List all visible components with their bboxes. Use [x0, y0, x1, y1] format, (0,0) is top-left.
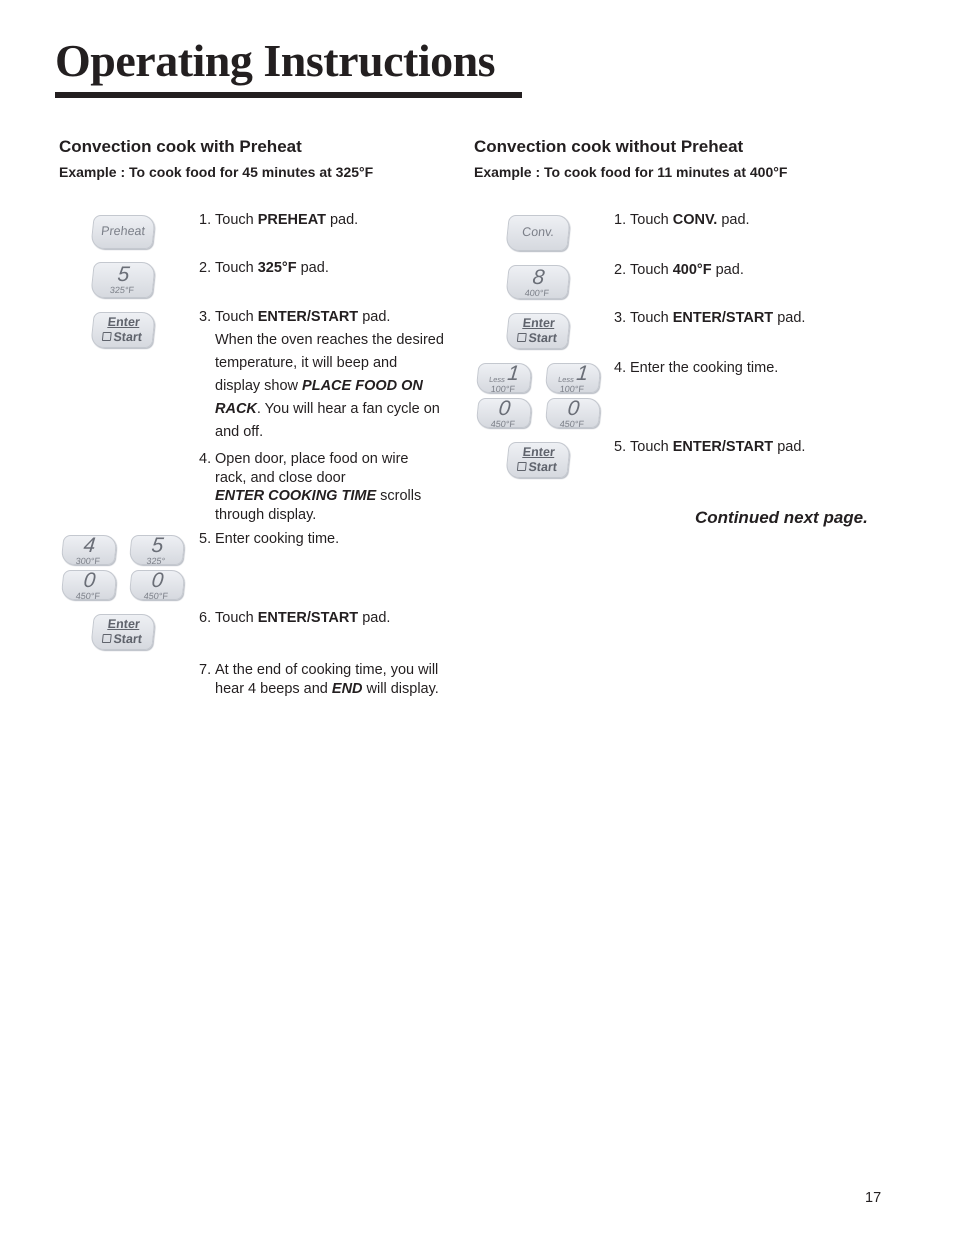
right-heading: Convection cook without Preheat — [474, 137, 744, 156]
pad-digit: 0 — [566, 397, 581, 420]
conv-pad[interactable] — [505, 215, 571, 251]
digit-0-pad[interactable] — [544, 398, 601, 428]
right-step-5: 5. Touch ENTER/START pad. — [614, 439, 806, 455]
pad-sub: 400°F — [524, 288, 550, 298]
less-label: Less — [557, 375, 575, 384]
digit-0-pad[interactable] — [128, 570, 185, 600]
left-step-7: 7. At the end of cooking time, you will hear 4 beeps and END will display. — [199, 662, 439, 697]
left-step-5: 5. Enter cooking time. — [199, 531, 340, 547]
temp-325-pad[interactable] — [90, 262, 156, 298]
lock-icon — [102, 332, 112, 341]
left-example: Example : To cook food for 45 minutes at 325°F — [59, 164, 374, 180]
pad-sub: 100°F — [559, 384, 585, 394]
digit-4-pad[interactable] — [60, 535, 117, 565]
pad-sub: 100°F — [490, 384, 516, 394]
enter-label: Enter — [522, 445, 556, 459]
conv-pad-label: Conv. — [521, 225, 555, 239]
pad-digit: 0 — [150, 569, 165, 592]
enter-start-pad[interactable] — [505, 442, 571, 478]
preheat-pad-label: Preheat — [100, 224, 146, 238]
pad-digit: 5 — [116, 263, 131, 286]
enter-label: Enter — [107, 315, 141, 329]
page-title: Operating Instructions — [55, 35, 496, 86]
pad-digit: 5 — [150, 534, 165, 557]
right-step-1: 1. Touch CONV. pad. — [614, 212, 750, 228]
lock-icon — [517, 462, 527, 471]
start-label: Start — [527, 460, 558, 474]
digit-5-pad[interactable] — [128, 535, 185, 565]
digit-0-pad[interactable] — [60, 570, 117, 600]
pad-digit: 1 — [506, 362, 521, 385]
enter-start-pad[interactable] — [505, 313, 571, 349]
start-label: Start — [527, 331, 558, 345]
pad-sub: 325° — [146, 556, 166, 566]
page-number: 17 — [865, 1190, 882, 1206]
start-label: Start — [112, 632, 143, 646]
digit-0-pad[interactable] — [475, 398, 532, 428]
pad-sub: 450°F — [559, 419, 585, 429]
right-example: Example : To cook food for 11 minutes at 400°F — [474, 164, 788, 180]
enter-label: Enter — [107, 617, 141, 631]
left-step-2: 2. Touch 325°F pad. — [199, 260, 329, 276]
lock-icon — [102, 634, 112, 643]
right-step-2: 2. Touch 400°F pad. — [614, 262, 744, 278]
left-step-4: 4. Open door, place food on wire rack, and close door ENTER COOKING TIME scrolls through display. — [199, 451, 422, 523]
left-heading: Convection cook with Preheat — [59, 137, 302, 156]
enter-label: Enter — [522, 316, 556, 330]
temp-400-pad[interactable] — [505, 265, 571, 299]
right-step-4: 4. Enter the cooking time. — [614, 360, 779, 376]
right-step-3: 3. Touch ENTER/START pad. — [614, 310, 806, 326]
enter-start-pad[interactable] — [90, 614, 156, 650]
pad-sub: 450°F — [490, 419, 516, 429]
pad-digit: 1 — [575, 362, 590, 385]
digit-1-pad[interactable] — [475, 363, 532, 393]
lock-icon — [517, 333, 527, 342]
start-label: Start — [112, 330, 143, 344]
enter-start-pad[interactable] — [90, 312, 156, 348]
pad-sub: 325°F — [109, 285, 135, 295]
less-label: Less — [488, 375, 506, 384]
digit-1-pad[interactable] — [544, 363, 601, 393]
pad-sub: 450°F — [143, 591, 169, 601]
pad-digit: 4 — [82, 534, 97, 557]
pad-sub: 300°F — [75, 556, 101, 566]
left-step-3: 3. Touch ENTER/START pad. When the oven reaches the desired temperature, it will beep and display show PLACE FOOD ON RACK. You will hear a fan cycle on and off. — [199, 309, 444, 440]
preheat-pad[interactable] — [90, 215, 156, 249]
continued-note: Continued next page. — [695, 508, 868, 527]
left-step-1: 1. Touch PREHEAT pad. — [199, 212, 359, 228]
pad-digit: 0 — [497, 397, 512, 420]
title-rule — [55, 92, 522, 98]
pad-sub: 450°F — [75, 591, 101, 601]
left-step-6: 6. Touch ENTER/START pad. — [199, 610, 391, 626]
pad-digit: 8 — [531, 266, 546, 289]
pad-digit: 0 — [82, 569, 97, 592]
